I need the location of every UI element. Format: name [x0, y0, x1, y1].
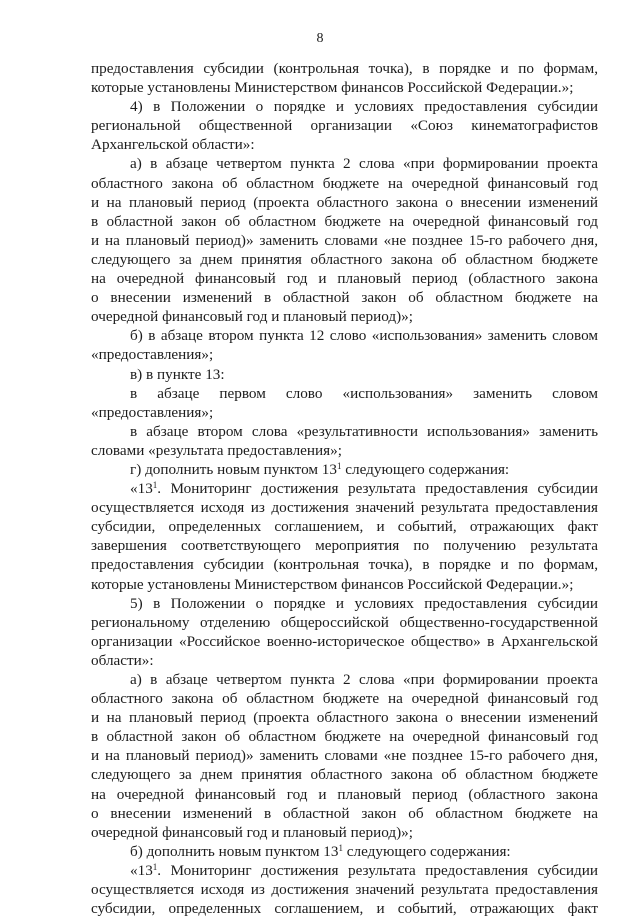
text-line: области»: [91, 651, 154, 669]
text-line: которые установлены Министерством финансов Российской Федерации.»; [91, 575, 574, 593]
superscript: 1 [152, 480, 158, 491]
text-line: в абзаце первом слово «использования» заменить словом [130, 384, 598, 402]
text-line: б) дополнить новым пунктом $13^1$ следующего содержания: [130, 842, 511, 860]
text-line: областного закона об областном бюджете на очередной финансовый год [91, 690, 598, 708]
text-line: на очередной финансовый год и плановый период (областного закона [91, 270, 598, 288]
text-line: субсидии, определенных соглашением, и событий, отражающих факт [91, 900, 598, 918]
page-number: 8 [316, 31, 324, 46]
text-line: в абзаце втором слова «результативности использования» заменить [130, 422, 598, 440]
text-line: а) в абзаце четвертом пункта 2 слова «при формировании проекта [130, 155, 598, 173]
text-line: в областной закон об областном бюджете на очередной финансовый год [91, 212, 598, 230]
text-line: предоставления субсидии (контрольная точка), в порядке и по формам, [91, 556, 598, 574]
text-line: «предоставления»; [91, 346, 214, 364]
text-line: г) дополнить новым пунктом $13^1$ следующего содержания: [130, 460, 510, 478]
text-line: б) в абзаце втором пункта 12 слово «использования» заменить словом [130, 327, 598, 345]
document-body [91, 59, 598, 918]
text-line: очередной финансовый год и плановый период)»; [91, 308, 413, 326]
text-line: следующего за днем принятия областного закона об областном бюджете [91, 766, 598, 784]
text-line: 5) в Положении о порядке и условиях предоставления субсидии [130, 594, 598, 612]
text-line: организации «Российское военно-историческое общество» в Архангельской [91, 632, 598, 650]
text-line: «$13^1$. Мониторинг достижения результата предоставления субсидии [130, 480, 598, 498]
text-line: предоставления субсидии (контрольная точка), в порядке и по формам, [91, 60, 598, 77]
text-line: завершения соответствующего мероприятия по получению результата [91, 537, 598, 555]
text-line: в областной закон об областном бюджете на очередной финансовый год [91, 728, 598, 746]
text-line: на очередной финансовый год и плановый период (областного закона [91, 785, 598, 803]
superscript: 1 [152, 861, 158, 872]
text-line: следующего за днем принятия областного закона об областном бюджете [91, 250, 598, 268]
text-line: о внесении изменений в областной закон об областном бюджете на [91, 289, 598, 307]
text-line: и на плановый период (проекта областного закона о внесении изменений [91, 193, 598, 211]
text-line: и на плановый период)» заменить словами «не позднее 15-го рабочего дня, [91, 231, 598, 249]
text-line: словами «результата предоставления»; [91, 441, 342, 459]
text-line: осуществляется исходя из достижения значений результата предоставления [91, 881, 598, 899]
text-line: «$13^1$. Мониторинг достижения результата предоставления субсидии [130, 861, 598, 879]
text-line: очередной финансовый год и плановый период)»; [91, 823, 413, 841]
text-line: 4) в Положении о порядке и условиях предоставления субсидии [130, 98, 598, 116]
text-line: а) в абзаце четвертом пункта 2 слова «при формировании проекта [130, 671, 598, 688]
text-line: региональной общественной организации «Союз кинематографистов [91, 117, 598, 135]
superscript: 1 [337, 460, 342, 471]
text-line: осуществляется исходя из достижения значений результата предоставления [91, 499, 598, 517]
text-line: в) в пункте 13: [130, 365, 225, 383]
text-line: субсидии, определенных соглашением, и событий, отражающих факт [91, 518, 598, 536]
text-line: региональному отделению общероссийской общественно-государственной [91, 613, 598, 631]
text-line: и на плановый период (проекта областного закона о внесении изменений [91, 709, 598, 727]
text-line: которые установлены Министерством финансов Российской Федерации.»; [91, 79, 574, 97]
text-line: «предоставления»; [91, 403, 214, 421]
text-line: и на плановый период)» заменить словами «не позднее 15-го рабочего дня, [91, 747, 598, 765]
text-line: областного закона об областном бюджете на очередной финансовый год [91, 174, 598, 192]
superscript: 1 [338, 842, 343, 853]
text-line: Архангельской области»: [91, 136, 255, 154]
text-line: о внесении изменений в областной закон об областном бюджете на [91, 804, 598, 822]
